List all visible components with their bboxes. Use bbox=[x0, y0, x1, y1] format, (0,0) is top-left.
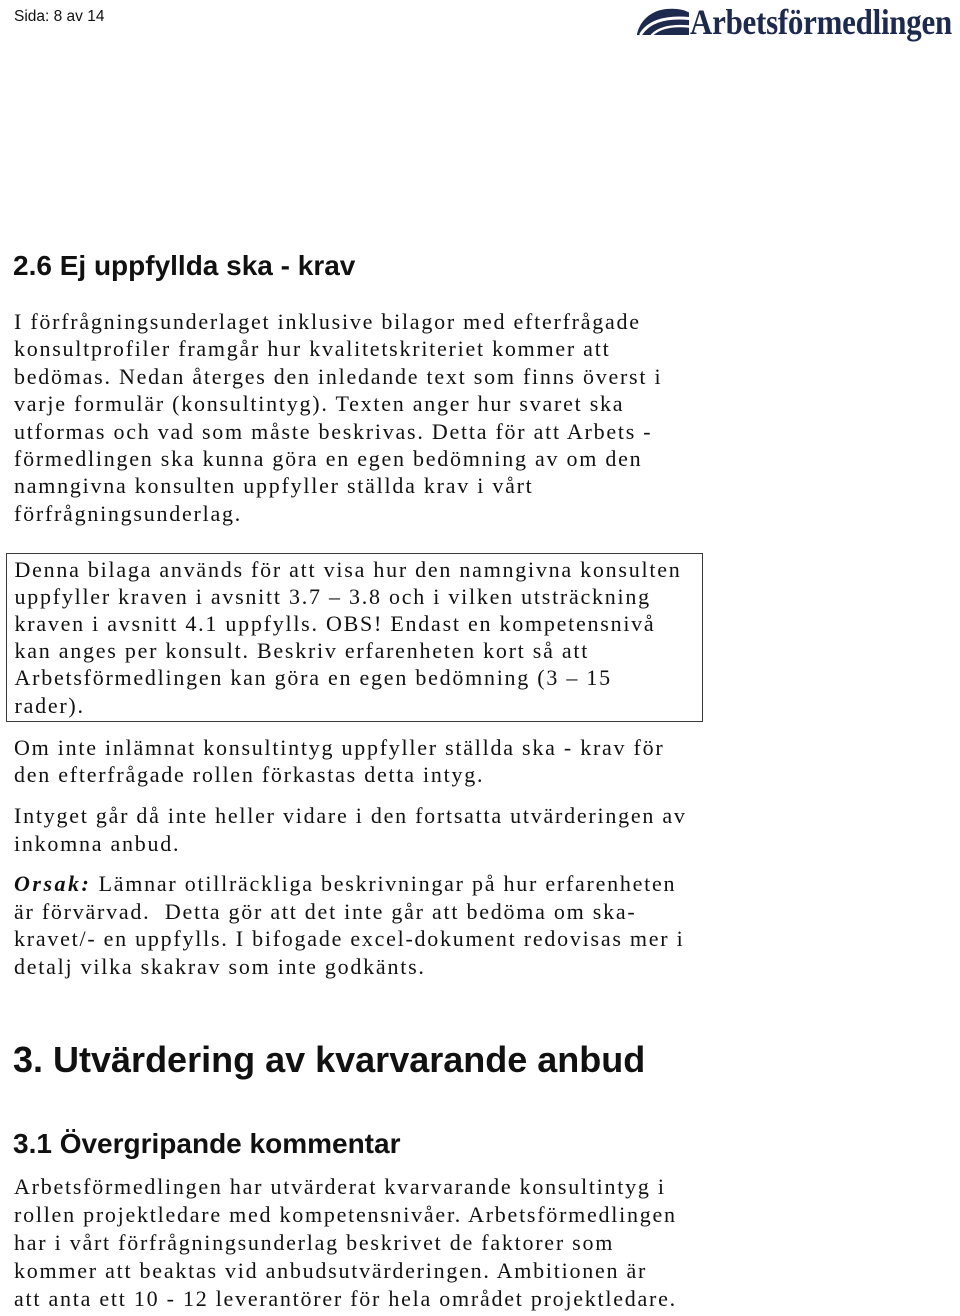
intro-line: konsultprofiler framgår hur kvalitetskriteriet kommer att bbox=[14, 336, 611, 362]
reason-first-line bbox=[14, 870, 684, 898]
reason-line: detalj vilka skakrav som inte godkänts. bbox=[14, 954, 426, 980]
reason-label: Orsak: bbox=[14, 871, 92, 896]
rejection-line: den efterfrågade rollen förkastas detta intyg. bbox=[14, 762, 485, 787]
reason-paragraph bbox=[14, 870, 684, 981]
rejection-line: Om inte inlämnat konsultintyg uppfyller ställda ska - krav för bbox=[14, 735, 665, 760]
reason-first-line-text: Lämnar otillräckliga beskrivningar på hur erfarenheten bbox=[91, 871, 677, 896]
intro-line: namngivna konsulten uppfyller ställda krav i vårt bbox=[14, 473, 534, 499]
boxed-note-line: Denna bilaga används för att visa hur den namngivna konsulten bbox=[14, 556, 682, 582]
arbetsformedlingen-logo bbox=[634, 2, 958, 44]
boxed-note-line: Arbetsförmedlingen kan göra en egen bedömning (3 – 15 bbox=[14, 665, 612, 691]
intro-line: varje formulär (konsultintyg). Texten anger hur svaret ska bbox=[14, 391, 625, 417]
overall-comment-line: har i vårt förfrågningsunderlag beskrivet de faktorer som bbox=[14, 1230, 615, 1255]
overall-comment-line: att anta ett 10 - 12 leverantörer för hela området projektledare. bbox=[14, 1286, 677, 1311]
reason-line: är förvärvad. Detta gör att det inte går att bedöma om ska- bbox=[14, 898, 637, 924]
intro-line: förfrågningsunderlag. bbox=[14, 500, 242, 526]
reason-line: kravet/- en uppfylls. I bifogade excel-dokument redovisas mer i bbox=[14, 926, 685, 952]
boxed-note-line: rader). bbox=[14, 692, 85, 718]
intro-line: utformas och vad som måste beskrivas. Detta för att Arbets - bbox=[14, 418, 653, 444]
overall-comment-line: kommer att beaktas vid anbudsutvärderingen. Ambitionen är bbox=[14, 1258, 648, 1283]
boxed-note-line: kraven i avsnitt 4.1 uppfylls. OBS! Endast en kompetensnivå bbox=[14, 610, 656, 636]
logo-wordmark: Arbetsförmedlingen bbox=[690, 2, 952, 42]
intro-line: förmedlingen ska kunna göra en egen bedömning av om den bbox=[14, 446, 643, 472]
section-heading-3: 3. Utvärdering av kvarvarande anbud bbox=[13, 1039, 646, 1080]
boxed-note-line: uppfyller kraven i avsnitt 3.7 – 3.8 och i vilken utsträckning bbox=[14, 583, 651, 609]
rejection-paragraph bbox=[14, 734, 664, 788]
overall-comment-line: Arbetsförmedlingen har utvärderat kvarvarande konsultintyg i bbox=[14, 1174, 666, 1199]
page-indicator: Sida: 8 av 14 bbox=[14, 8, 105, 25]
intro-line: I förfrågningsunderlaget inklusive bilagor med efterfrågade bbox=[14, 309, 641, 334]
section-heading-2-6: 2.6 Ej uppfyllda ska - krav bbox=[13, 250, 356, 281]
arbetsformedlingen-swoosh-icon bbox=[636, 6, 690, 36]
intro-paragraph bbox=[14, 308, 662, 527]
continuation-line: Intyget går då inte heller vidare i den fortsatta utvärderingen av bbox=[14, 803, 687, 828]
overall-comment-paragraph bbox=[14, 1173, 677, 1313]
overall-comment-line: rollen projektledare med kompetensnivåer. Arbetsförmedlingen bbox=[14, 1202, 677, 1227]
boxed-form-instruction bbox=[6, 553, 703, 722]
continuation-line: inkomna anbud. bbox=[14, 831, 181, 856]
section-heading-3-1: 3.1 Övergripande kommentar bbox=[13, 1128, 401, 1159]
continuation-paragraph bbox=[14, 802, 687, 858]
boxed-note-line: kan anges per konsult. Beskriv erfarenheten kort så att bbox=[14, 638, 590, 664]
intro-line: bedömas. Nedan återges den inledande text som finns överst i bbox=[14, 363, 663, 389]
